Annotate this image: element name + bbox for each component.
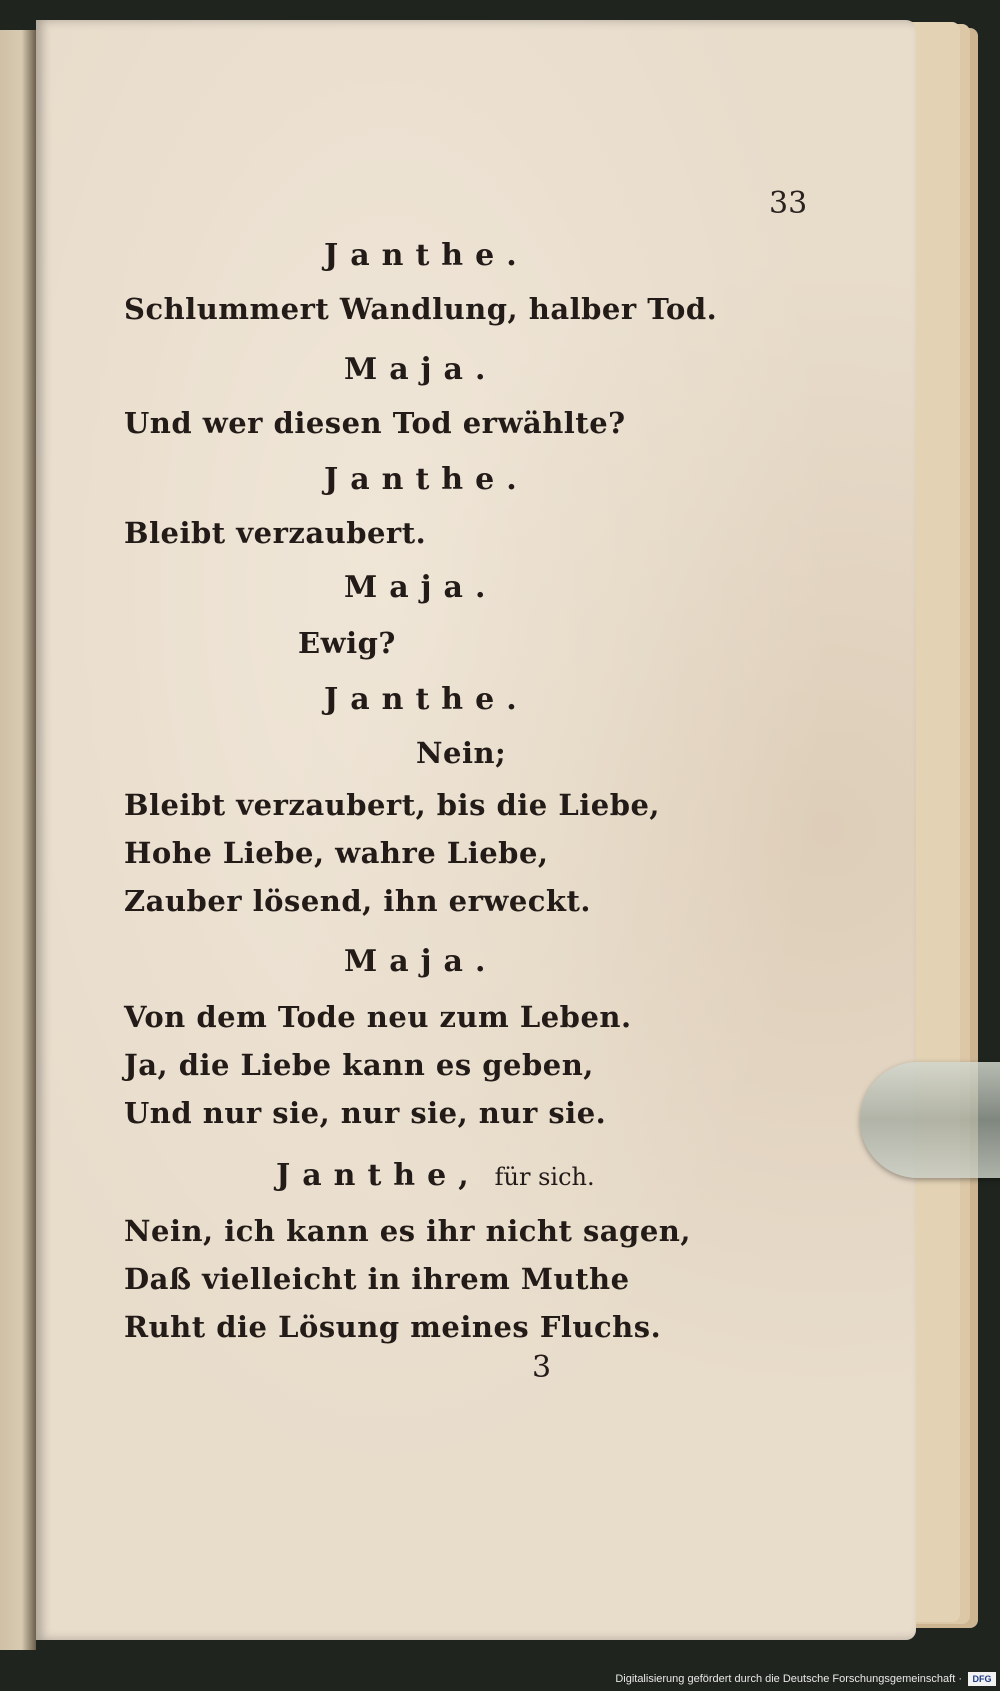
book-page (36, 20, 916, 1640)
stage-direction: für sich. (494, 1163, 595, 1191)
speaker-heading: Maja. (344, 352, 498, 387)
speaker-heading: Janthe. (324, 462, 529, 497)
speaker-name: Janthe, (276, 1158, 481, 1193)
verse-line: Ewig? (298, 626, 396, 660)
signature-mark: 3 (532, 1350, 552, 1385)
left-page-edge (0, 30, 36, 1650)
digitization-credit: Digitalisierung gefördert durch die Deutsche Forschungsgemeinschaft · (615, 1673, 962, 1685)
verse-line: Von dem Tode neu zum Leben. (124, 1000, 632, 1034)
dfg-logo: DFG (968, 1672, 996, 1686)
verse-line: Zauber lösend, ihn erweckt. (124, 884, 592, 918)
page-number: 33 (769, 186, 808, 221)
speaker-heading-with-note (276, 1158, 595, 1193)
verse-line: Schlummert Wandlung, halber Tod. (124, 292, 718, 326)
verse-line: Ruht die Lösung meines Fluchs. (124, 1310, 662, 1344)
verse-line: Bleibt verzaubert. (124, 516, 427, 550)
verse-line: Nein; (416, 736, 507, 770)
page-clip (860, 1062, 1000, 1178)
speaker-heading: Maja. (344, 570, 498, 605)
speaker-heading: Maja. (344, 944, 498, 979)
verse-line: Und nur sie, nur sie, nur sie. (124, 1096, 607, 1130)
verse-line: Bleibt verzaubert, bis die Liebe, (124, 788, 661, 822)
speaker-heading: Janthe. (324, 682, 529, 717)
verse-line: Daß vielleicht in ihrem Muthe (124, 1262, 630, 1296)
verse-line: Und wer diesen Tod erwählte? (124, 406, 626, 440)
verse-line: Hohe Liebe, wahre Liebe, (124, 836, 549, 870)
verse-line: Ja, die Liebe kann es geben, (124, 1048, 594, 1082)
verse-line: Nein, ich kann es ihr nicht sagen, (124, 1214, 691, 1248)
speaker-heading: Janthe. (324, 238, 529, 273)
